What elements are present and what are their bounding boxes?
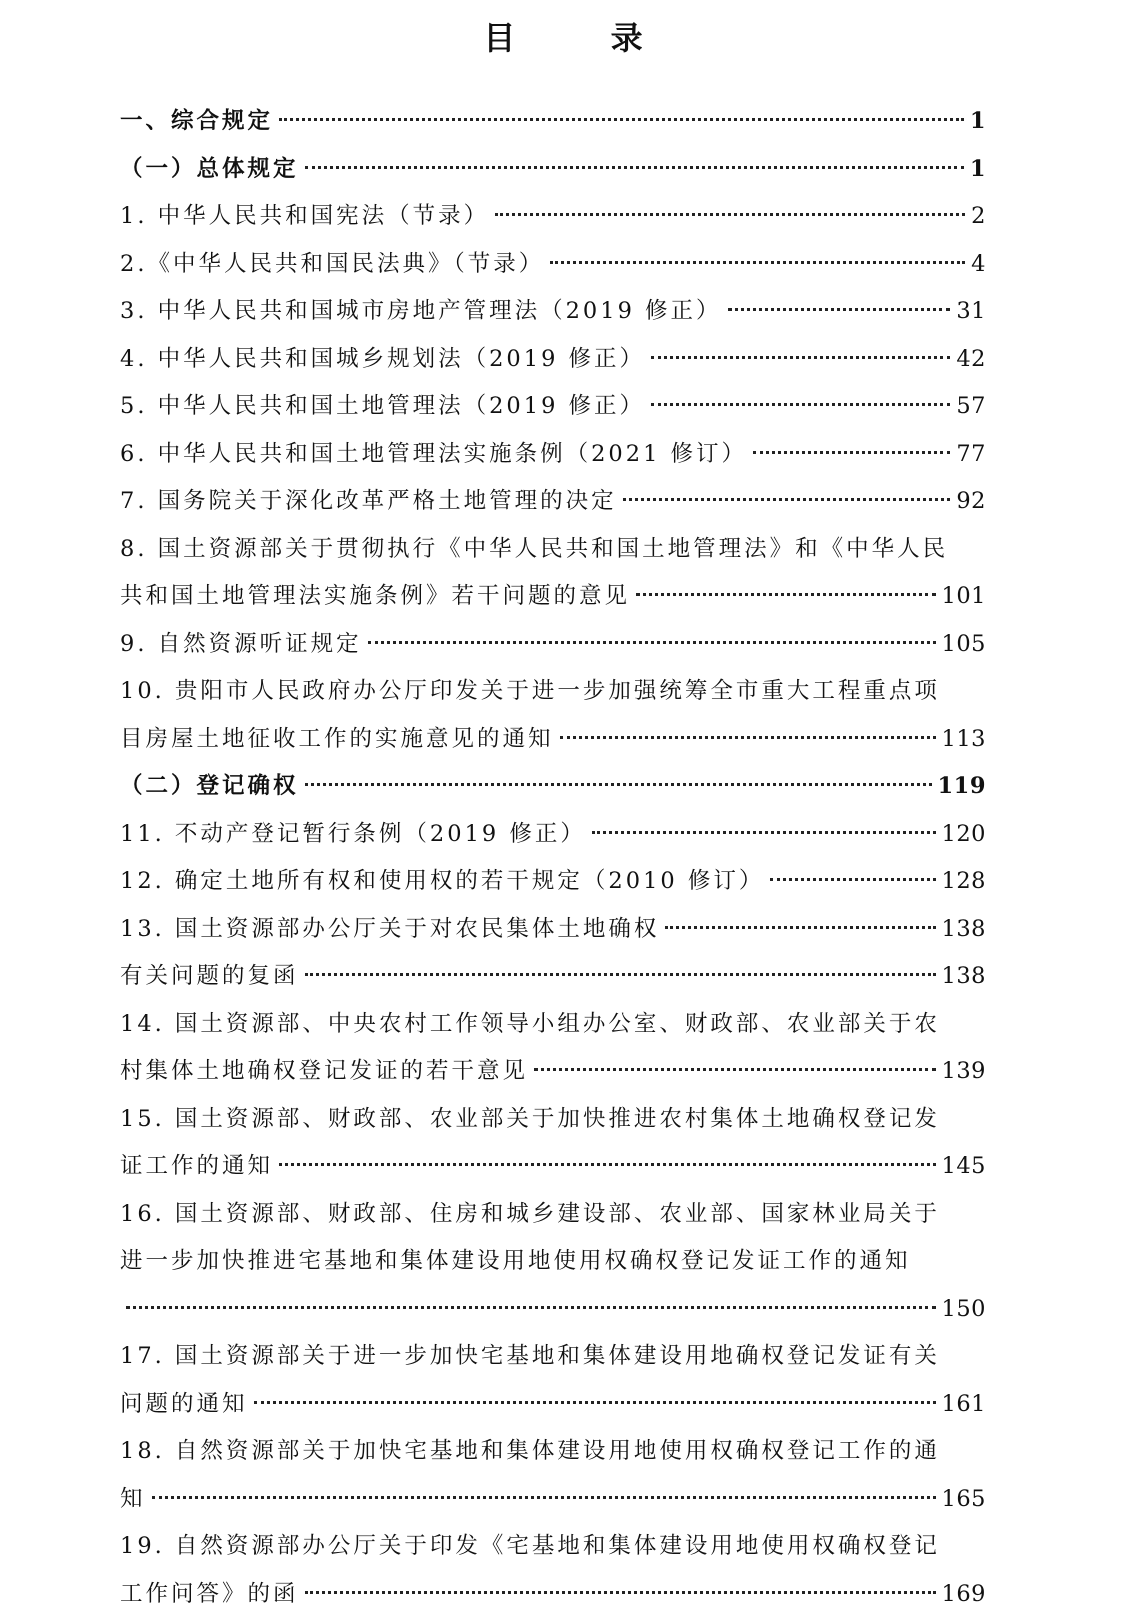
toc-entry-label: 6. 中华人民共和国土地管理法实施条例（2021 修订） (120, 431, 747, 479)
toc-entry-row (120, 478, 986, 526)
toc-page-number: 119 (938, 763, 986, 811)
toc-entry[interactable] (120, 1333, 986, 1428)
toc-entry-label: 4. 中华人民共和国城乡规划法（2019 修正） (120, 336, 645, 384)
toc-page-number: 92 (956, 478, 986, 526)
toc-list (120, 98, 986, 1618)
toc-entry[interactable] (120, 811, 986, 859)
toc-entry-label: 知 (120, 1476, 146, 1524)
toc-page-number: 101 (942, 573, 986, 621)
toc-dot-leader (305, 166, 964, 169)
toc-page-number: 113 (942, 716, 986, 764)
toc-entry-label: （二）登记确权 (120, 763, 299, 811)
toc-entry[interactable] (120, 431, 986, 479)
toc-entry-label: 11. 不动产登记暂行条例（2019 修正） (120, 811, 586, 859)
toc-entry[interactable] (120, 288, 986, 336)
toc-entry-lead-line: 17. 国土资源部关于进一步加快宅基地和集体建设用地确权登记发证有关 (120, 1333, 986, 1381)
toc-page-number: 139 (942, 1048, 986, 1096)
toc-entry[interactable] (120, 146, 986, 194)
toc-dot-leader (279, 1163, 936, 1166)
toc-entry[interactable] (120, 526, 986, 621)
toc-dot-leader (728, 308, 951, 311)
toc-entry-row (120, 336, 986, 384)
toc-entry-row (120, 1571, 986, 1618)
toc-page-number: 165 (942, 1476, 986, 1524)
toc-dot-leader (305, 973, 936, 976)
toc-entry-label: 问题的通知 (120, 1381, 248, 1429)
toc-dot-leader (254, 1401, 936, 1404)
toc-entry-row (120, 1476, 986, 1524)
toc-entry-row (120, 98, 986, 146)
toc-entry[interactable] (120, 1523, 986, 1618)
toc-entry-row (120, 193, 986, 241)
toc-dot-leader (279, 118, 964, 121)
toc-entry-label: 13. 国土资源部办公厅关于对农民集体土地确权 (120, 906, 659, 954)
toc-page-number: 57 (956, 383, 986, 431)
toc-entry[interactable] (120, 953, 986, 1001)
toc-entry[interactable] (120, 336, 986, 384)
toc-entry-label: （一）总体规定 (120, 146, 299, 194)
toc-entry-row (120, 146, 986, 194)
toc-entry[interactable] (120, 668, 986, 763)
toc-dot-leader (368, 641, 936, 644)
toc-dot-leader (305, 783, 932, 786)
toc-entry[interactable] (120, 98, 986, 146)
toc-entry[interactable] (120, 621, 986, 669)
toc-page-number: 161 (942, 1381, 986, 1429)
toc-entry-lead-line: 15. 国土资源部、财政部、农业部关于加快推进农村集体土地确权登记发 (120, 1096, 986, 1144)
toc-entry-label: 证工作的通知 (120, 1143, 273, 1191)
toc-entry-lead-line: 16. 国土资源部、财政部、住房和城乡建设部、农业部、国家林业局关于 (120, 1191, 986, 1239)
toc-page-number: 2 (971, 193, 986, 241)
toc-page-number: 138 (942, 953, 986, 1001)
toc-entry-row (120, 716, 986, 764)
toc-entry-row (120, 1286, 986, 1334)
toc-page-number: 4 (971, 241, 986, 289)
toc-entry-row (120, 288, 986, 336)
toc-entry-row (120, 1048, 986, 1096)
toc-entry-lead-line: 进一步加快推进宅基地和集体建设用地使用权确权登记发证工作的通知 (120, 1238, 986, 1286)
toc-page-number: 105 (942, 621, 986, 669)
toc-entry-lead-line: 18. 自然资源部关于加快宅基地和集体建设用地使用权确权登记工作的通 (120, 1428, 986, 1476)
toc-entry-label: 一、综合规定 (120, 98, 273, 146)
toc-entry-row (120, 383, 986, 431)
toc-entry-row (120, 763, 986, 811)
toc-dot-leader (753, 451, 950, 454)
toc-dot-leader (534, 1068, 936, 1071)
toc-dot-leader (665, 926, 935, 929)
toc-entry-label: 工作问答》的函 (120, 1571, 299, 1618)
toc-page-number: 145 (942, 1143, 986, 1191)
toc-entry-label: 7. 国务院关于深化改革严格土地管理的决定 (120, 478, 617, 526)
toc-dot-leader (623, 498, 951, 501)
toc-entry[interactable] (120, 858, 986, 906)
toc-entry-lead-line: 14. 国土资源部、中央农村工作领导小组办公室、财政部、农业部关于农 (120, 1001, 986, 1049)
toc-entry[interactable] (120, 478, 986, 526)
toc-entry[interactable] (120, 1096, 986, 1191)
toc-page-number: 138 (942, 906, 986, 954)
toc-page-number: 1 (970, 146, 986, 194)
toc-dot-leader (770, 878, 935, 881)
toc-page-number: 77 (956, 431, 986, 479)
toc-entry-label: 5. 中华人民共和国土地管理法（2019 修正） (120, 383, 645, 431)
toc-entry-row (120, 1143, 986, 1191)
toc-page-number: 31 (956, 288, 986, 336)
toc-page-number: 150 (942, 1286, 986, 1334)
toc-entry-label: 目房屋土地征收工作的实施意见的通知 (120, 716, 554, 764)
toc-page-number: 120 (942, 811, 986, 859)
toc-entry-row (120, 906, 986, 954)
toc-entry-lead-line: 10. 贵阳市人民政府办公厅印发关于进一步加强统筹全市重大工程重点项 (120, 668, 986, 716)
toc-entry-label: 1. 中华人民共和国宪法（节录） (120, 193, 489, 241)
toc-entry[interactable] (120, 193, 986, 241)
toc-entry-row (120, 621, 986, 669)
toc-entry-row (120, 858, 986, 906)
toc-dot-leader (305, 1591, 936, 1594)
toc-entry-row (120, 573, 986, 621)
toc-dot-leader (651, 356, 950, 359)
toc-entry-label: 3. 中华人民共和国城市房地产管理法（2019 修正） (120, 288, 722, 336)
page-title: 目 录 (0, 14, 1126, 62)
toc-entry[interactable] (120, 241, 986, 289)
toc-entry-lead-line: 8. 国土资源部关于贯彻执行《中华人民共和国土地管理法》和《中华人民 (120, 526, 986, 574)
toc-page-number: 42 (956, 336, 986, 384)
toc-entry[interactable] (120, 383, 986, 431)
toc-entry-row (120, 811, 986, 859)
toc-entry[interactable] (120, 763, 986, 811)
toc-entry-row (120, 431, 986, 479)
toc-dot-leader (651, 403, 950, 406)
toc-dot-leader (126, 1306, 936, 1309)
toc-page-number: 169 (942, 1571, 986, 1618)
toc-entry-label: 9. 自然资源听证规定 (120, 621, 362, 669)
toc-entry-row (120, 1381, 986, 1429)
toc-page-number: 1 (970, 98, 986, 146)
toc-entry-label: 2.《中华人民共和国民法典》（节录） (120, 241, 544, 289)
toc-page-number: 128 (942, 858, 986, 906)
toc-entry-lead-line: 19. 自然资源部办公厅关于印发《宅基地和集体建设用地使用权确权登记 (120, 1523, 986, 1571)
toc-entry[interactable] (120, 1428, 986, 1523)
toc-entry-label: 共和国土地管理法实施条例》若干问题的意见 (120, 573, 630, 621)
toc-entry-label: 村集体土地确权登记发证的若干意见 (120, 1048, 528, 1096)
toc-dot-leader (495, 213, 965, 216)
toc-dot-leader (560, 736, 936, 739)
toc-dot-leader (636, 593, 936, 596)
toc-entry[interactable] (120, 1001, 986, 1096)
toc-dot-leader (152, 1496, 936, 1499)
toc-entry[interactable] (120, 906, 986, 954)
toc-entry-label: 12. 确定土地所有权和使用权的若干规定（2010 修订） (120, 858, 764, 906)
toc-entry-row (120, 241, 986, 289)
toc-dot-leader (592, 831, 936, 834)
toc-dot-leader (550, 261, 965, 264)
toc-entry-row (120, 953, 986, 1001)
toc-entry-label: 有关问题的复函 (120, 953, 299, 1001)
toc-entry[interactable] (120, 1191, 986, 1334)
